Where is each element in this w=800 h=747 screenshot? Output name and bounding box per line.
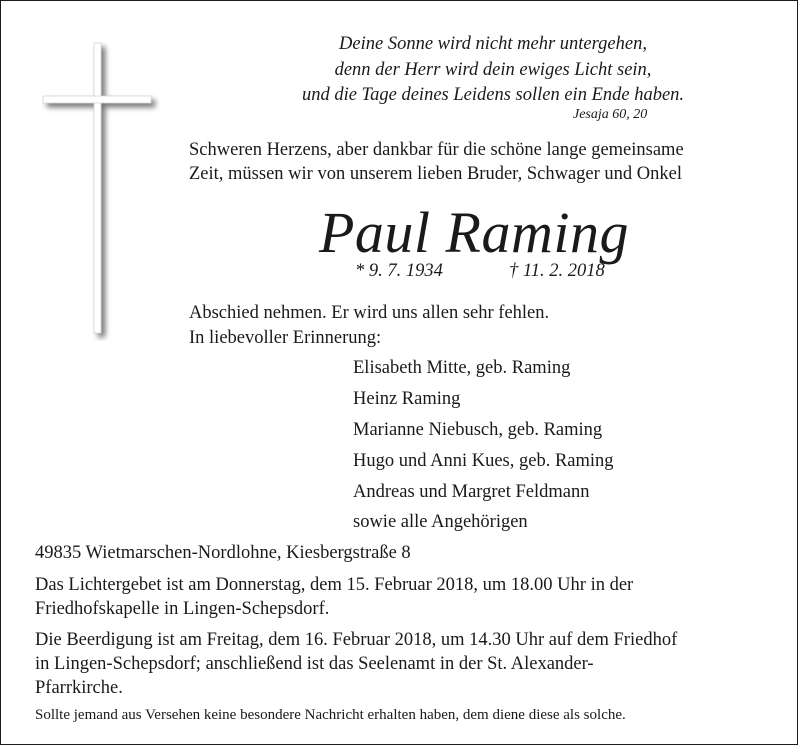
verse-line-1: Deine Sonne wird nicht mehr untergehen,	[339, 34, 647, 54]
birth-date: * 9. 7. 1934	[355, 261, 443, 281]
cross-icon	[41, 41, 161, 341]
address: 49835 Wietmarschen-Nordlohne, Kiesbergstraße 8	[35, 543, 411, 563]
prayer-line-2: Friedhofskapelle in Lingen-Schepsdorf.	[35, 599, 330, 619]
footer-note: Sollte jemand aus Versehen keine besondere Nachricht erhalten haben, dem diene diese als solche.	[35, 707, 626, 723]
farewell-line-1: Abschied nehmen. Er wird uns allen sehr fehlen.	[189, 303, 550, 323]
funeral-line-2: in Lingen-Schepsdorf; anschließend ist das Seelenamt in der St. Alexander-	[35, 654, 594, 674]
mourner-5: Andreas und Margret Feldmann	[353, 482, 590, 502]
mourner-6: sowie alle Angehörigen	[353, 512, 528, 532]
funeral-line-1: Die Beerdigung ist am Freitag, dem 16. Februar 2018, um 14.30 Uhr auf dem Friedhof	[35, 630, 678, 650]
deceased-name: Paul Raming	[319, 200, 629, 265]
mourner-3: Marianne Niebusch, geb. Raming	[353, 420, 603, 440]
mourner-2: Heinz Raming	[353, 389, 461, 409]
intro-line-1: Schweren Herzens, aber dankbar für die schöne lange gemeinsame	[189, 140, 684, 160]
death-date: † 11. 2. 2018	[509, 261, 605, 281]
mourner-4: Hugo und Anni Kues, geb. Raming	[353, 451, 614, 471]
verse-line-2: denn der Herr wird dein ewiges Licht sein,	[334, 60, 652, 80]
verse-reference: Jesaja 60, 20	[573, 107, 648, 122]
mourner-1: Elisabeth Mitte, geb. Raming	[353, 358, 571, 378]
funeral-line-3: Pfarrkirche.	[35, 678, 123, 698]
intro-line-2: Zeit, müssen wir von unserem lieben Bruder, Schwager und Onkel	[189, 164, 682, 184]
verse-line-3: und die Tage deines Leidens sollen ein Ende haben.	[301, 85, 685, 105]
prayer-line-1: Das Lichtergebet ist am Donnerstag, dem 15. Februar 2018, um 18.00 Uhr in der	[35, 575, 634, 595]
farewell-line-2: In liebevoller Erinnerung:	[189, 328, 382, 348]
